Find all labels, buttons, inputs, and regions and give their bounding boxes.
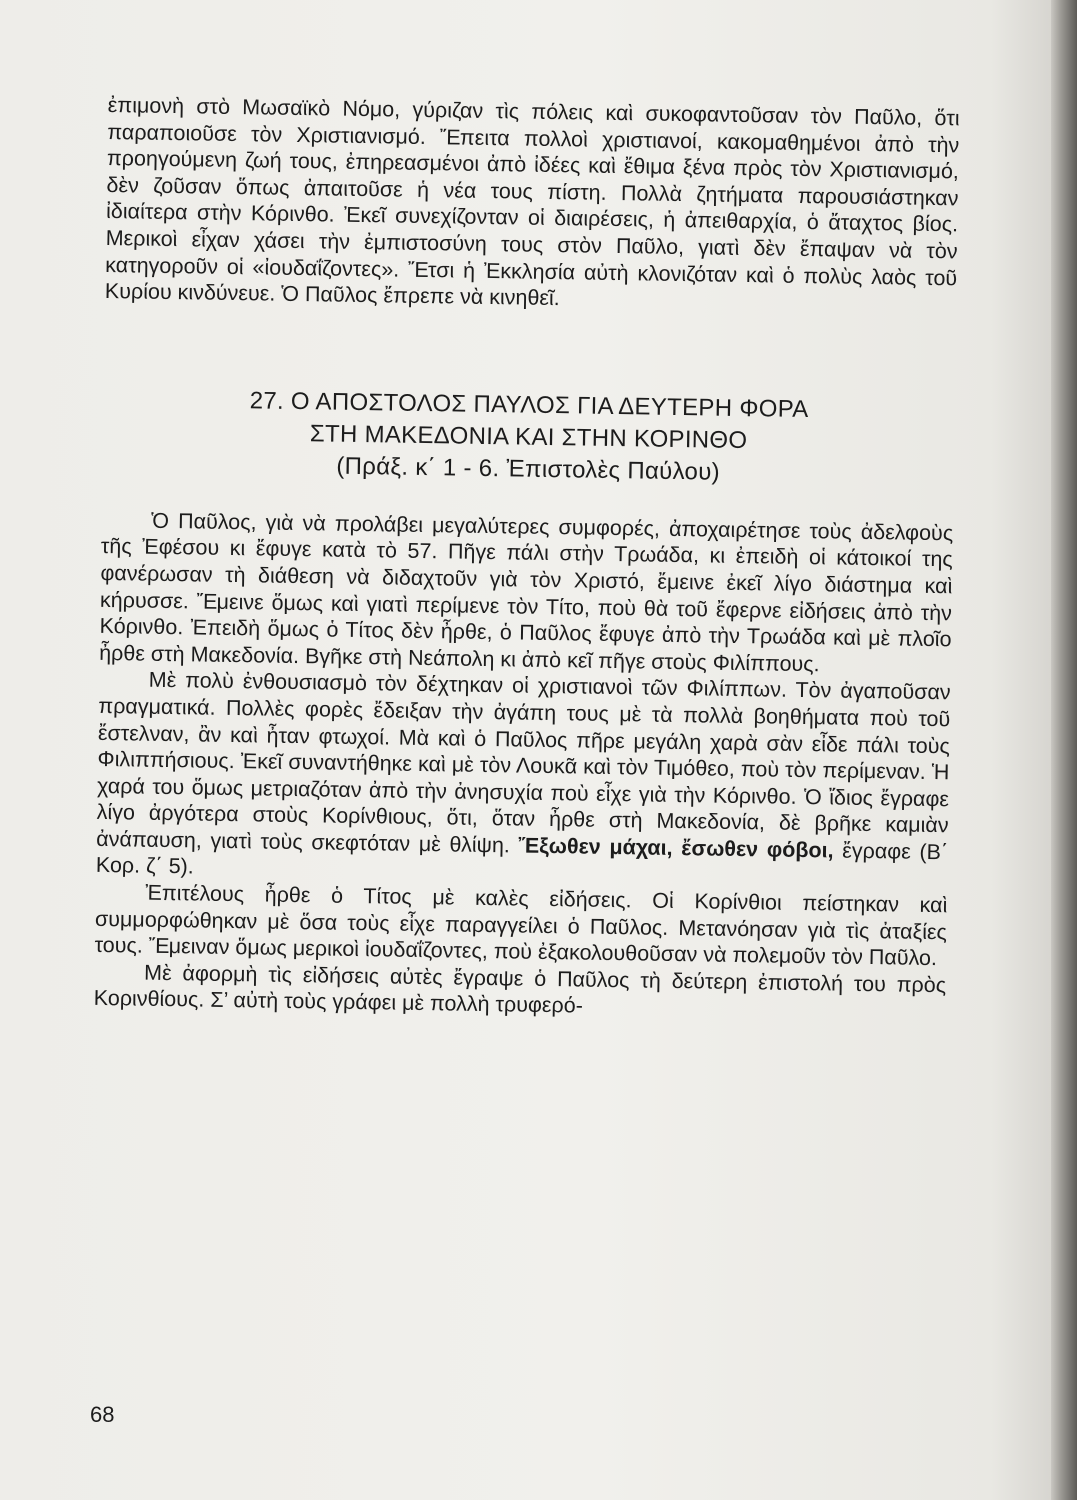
quote-reference: ἔγραφε (Β΄ Κορ. ζ΄ 5). [95, 838, 949, 879]
paragraph-titus: Ἐπιτέλους ἦρθε ὁ Τίτος μὲ καλὲς εἰδήσεις. Οἱ Κορίνθιοι πείστηκαν καὶ συμμορφώθηκαν μὲ ὅσα τοὺς εἶχε παραγγείλει ὁ Παῦλος. Μετανόησαν γιὰ τὶς ἀταξίες τους. Ἔμειναν ὅμως μερικοὶ ἰουδαΐζοντες, ποὺ ἐξακολουθοῦσαν νὰ πολεμοῦν τὸν Παῦλο. [94, 880, 948, 971]
quote-bold: Ἔξωθεν μάχαι, ἔσωθεν φόβοι, [518, 833, 834, 863]
paragraph-departure: Ὁ Παῦλος, γιὰ νὰ προλάβει μεγαλύτερες συμφορές, ἀποχαιρέτησε τοὺς ἀδελφοὺς τῆς Ἐφέσου κι ἔφυγε κατὰ τὸ 57. Πῆγε πάλι στὴν Τρωάδα, κι ἐπειδὴ οἱ κάτοικοί της φανέρωσαν τὴ διάθεση νὰ διδαχτοῦν γιὰ τὸν Χριστό, ἔμεινε ἐκεῖ λίγο διάστημα καὶ κήρυσσε. Ἔμεινε ὅμως καὶ γιατὶ περίμενε τὸν Τίτο, ποὺ θὰ τοῦ ἔφερνε εἰδήσεις ἀπὸ τὴν Κόρινθο. Ἐπειδὴ ὅμως ὁ Τίτος δὲν ἦρθε, ὁ Παῦλος ἔφυγε ἀπὸ τὴν Τρωάδα καὶ μὲ πλοῖο ἦρθε στὴ Μακεδονία. Βγῆκε στὴ Νεάπολη κι ἀπὸ κεῖ πῆγε στοὺς Φιλίππους. [99, 508, 954, 676]
chapter-heading-line-1: 27. Ο ΑΠΟΣΤΟΛΟΣ ΠΑΥΛΟΣ ΓΙΑ ΔΕΥΤΕΡΗ ΦΟΡΑ [249, 387, 809, 423]
chapter-heading-line-2: ΣΤΗ ΜΑΚΕΔΟΝΙΑ ΚΑΙ ΣΤΗΝ ΚΟΡΙΝΘΟ [309, 419, 748, 454]
paragraph-second-epistle: Μὲ ἀφορμὴ τὶς εἰδήσεις αὐτὲς ἔγραψε ὁ Παῦλος τὴ δεύτερη ἐπιστολή του πρὸς Κορινθίους. Σ’ αὐτὴ τοὺς γράφει μὲ πολλὴ τρυφερό- [93, 960, 947, 1019]
chapter-heading [102, 383, 955, 492]
paragraph-philippi [96, 666, 951, 892]
page-text [94, 92, 960, 1025]
page-edge-shadow [1051, 0, 1077, 1500]
page-number: 68 [90, 1402, 115, 1427]
chapter-heading-reference: (Πράξ. κ΄ 1 - 6. Ἐπιστολὲς Παύλου) [336, 452, 721, 486]
paragraph-intro: ἐπιμονὴ στὸ Μωσαϊκὸ Νόμο, γύριζαν τὶς πόλεις καὶ συκοφαντοῦσαν τὸν Παῦλο, ὅτι παραποιοῦσε τὸν Χριστιανισμό. Ἔπειτα πολλοὶ χριστιανοί, κακομαθημένοι ἀπὸ τὴν προηγούμενη ζωή τους, ἐπηρεασμένοι ἀπὸ ἰδέες καὶ ἔθιμα ξένα πρὸς τὸν Χριστιανισμό, δὲν ζοῦσαν ὅπως ἀπαιτοῦσε ἡ νέα τους πίστη. Πολλὰ ζητήματα παρουσιάστηκαν ἰδιαίτερα στὴν Κόρινθο. Ἐκεῖ συνεχίζονταν οἱ διαιρέσεις, ἡ ἀπειθαρχία, ὁ ἄταχτος βίος. Μερικοὶ εἶχαν χάσει τὴν ἐμπιστοσύνη τους στὸν Παῦλο, γιατὶ δὲν ἔπαψαν νὰ τὸν κατηγοροῦν οἱ «ἰουδαΐζοντες». Ἔτσι ἡ Ἐκκλησία αὐτὴ κλονιζόταν καὶ ὁ πολὺς λαὸς τοῦ Κυρίου κινδύνευε. Ὁ Παῦλος ἔπρεπε νὰ κινηθεῖ. [104, 92, 960, 311]
paragraph-philippi-text: Μὲ πολὺ ἐνθουσιασμὸ τὸν δέχτηκαν οἱ χριστιανοὶ τῶν Φιλίππων. Τὸν ἀγαποῦσαν πραγματικά. Πολλὲς φορὲς ἔδειξαν τὴν ἀγάπη τους μὲ τὰ πολλὰ βοηθήματα ποὺ τοῦ ἔστελναν, ἂν καὶ ἦταν φτωχοί. Μὰ καὶ ὁ Παῦλος πῆρε μεγάλη χαρὰ σὰν εἶδε πάλι τοὺς Φιλιππήσιους. Ἐκεῖ συναντήθηκε καὶ μὲ τὸν Λουκᾶ καὶ τὸν Τιμόθεο, ποὺ τὸν περίμεναν. Ἡ χαρά του ὅμως μετριαζόταν ἀπὸ τὴν ἀνησυχία ποὺ εἶχε γιὰ τὴν Κόρινθο. Ὁ ἴδιος ἔγραφε λίγο ἀργότερα στοὺς Κορίνθιους, ὅτι, ὅταν ἦρθε στὴ Μακεδονία, δὲ βρῆκε καμιὰν ἀνάπαυση, γιατὶ τοὺς σκεφτόταν μὲ θλίψη. [96, 668, 951, 858]
